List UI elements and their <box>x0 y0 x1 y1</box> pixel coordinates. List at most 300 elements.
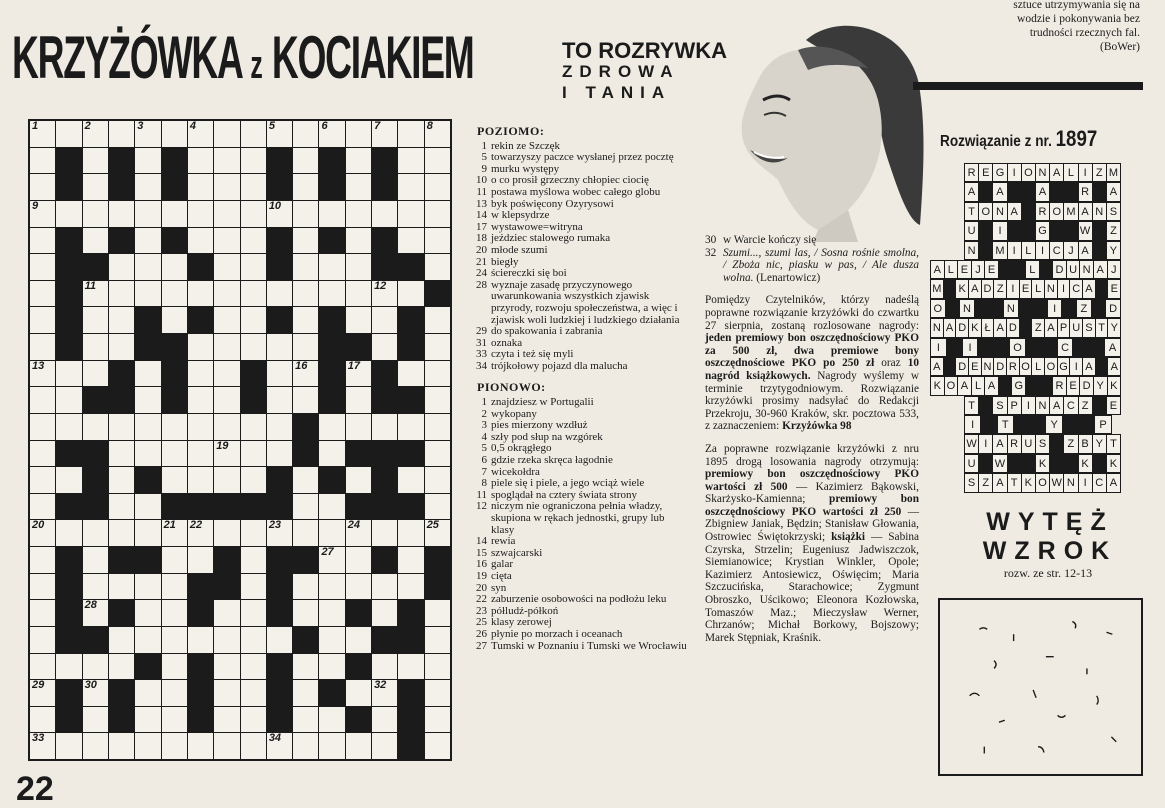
solution-row <box>931 377 1121 396</box>
grid-cell[interactable] <box>135 361 160 387</box>
grid-cell[interactable] <box>398 574 423 600</box>
grid-cell[interactable] <box>293 281 318 307</box>
grid-cell[interactable] <box>398 547 423 573</box>
grid-cell[interactable] <box>56 121 81 147</box>
grid-cell[interactable] <box>135 387 160 413</box>
grid-cell[interactable] <box>293 733 318 759</box>
grid-cell[interactable] <box>188 361 213 387</box>
solution-cell <box>1049 454 1064 473</box>
solution-row <box>931 339 1121 358</box>
grid-cell[interactable] <box>267 121 292 147</box>
grid-cell[interactable] <box>319 281 344 307</box>
grid-cell[interactable] <box>319 121 344 147</box>
grid-cell[interactable] <box>109 733 134 759</box>
grid-cell[interactable] <box>425 414 450 440</box>
grid-cell[interactable] <box>188 174 213 200</box>
grid-cell[interactable] <box>425 627 450 653</box>
grid-cell[interactable] <box>188 547 213 573</box>
solution-cell: C <box>1092 473 1107 492</box>
grid-cell[interactable] <box>162 307 187 333</box>
grid-cell[interactable] <box>30 361 55 387</box>
grid-cell[interactable] <box>30 174 55 200</box>
grid-cell[interactable] <box>293 707 318 733</box>
grid-cell[interactable] <box>162 707 187 733</box>
grid-cell[interactable] <box>398 654 423 680</box>
solution-cell <box>1029 415 1046 434</box>
grid-cell[interactable] <box>398 201 423 227</box>
grid-cell <box>214 547 239 573</box>
grid-cell[interactable] <box>109 201 134 227</box>
grid-cell[interactable] <box>241 441 266 467</box>
grid-cell[interactable] <box>372 520 397 546</box>
grid-cell[interactable] <box>109 334 134 360</box>
grid-cell[interactable] <box>241 334 266 360</box>
grid-cell[interactable] <box>293 174 318 200</box>
grid-cell[interactable] <box>83 281 108 307</box>
grid-cell[interactable] <box>319 627 344 653</box>
grid-cell[interactable] <box>214 121 239 147</box>
grid-cell[interactable] <box>135 494 160 520</box>
grid-cell[interactable] <box>241 281 266 307</box>
grid-cell[interactable] <box>346 254 371 280</box>
grid-cell[interactable] <box>372 733 397 759</box>
grid-cell[interactable] <box>293 387 318 413</box>
grid-cell[interactable] <box>293 520 318 546</box>
grid-cell[interactable] <box>135 228 160 254</box>
grid-cell[interactable] <box>188 627 213 653</box>
grid-cell[interactable] <box>30 574 55 600</box>
grid-cell[interactable] <box>83 334 108 360</box>
grid-cell[interactable] <box>425 254 450 280</box>
grid-cell[interactable] <box>241 733 266 759</box>
grid-cell[interactable] <box>83 574 108 600</box>
grid-cell[interactable] <box>425 174 450 200</box>
grid-cell[interactable] <box>30 467 55 493</box>
grid-cell[interactable] <box>372 334 397 360</box>
grid-cell[interactable] <box>30 148 55 174</box>
grid-cell[interactable] <box>214 201 239 227</box>
grid-cell[interactable] <box>319 254 344 280</box>
grid-cell[interactable] <box>188 281 213 307</box>
grid-cell[interactable] <box>398 121 423 147</box>
grid-cell[interactable] <box>83 707 108 733</box>
grid-cell[interactable] <box>293 600 318 626</box>
grid-cell[interactable] <box>214 228 239 254</box>
grid-cell[interactable] <box>425 441 450 467</box>
grid-cell[interactable] <box>30 494 55 520</box>
grid-cell[interactable] <box>372 707 397 733</box>
grid-cell[interactable] <box>109 654 134 680</box>
grid-cell[interactable] <box>56 361 81 387</box>
grid-cell[interactable] <box>83 654 108 680</box>
grid-cell[interactable] <box>83 201 108 227</box>
grid-cell[interactable] <box>30 600 55 626</box>
grid-cell[interactable] <box>83 600 108 626</box>
grid-cell[interactable] <box>372 654 397 680</box>
grid-cell[interactable] <box>135 600 160 626</box>
grid-cell[interactable] <box>293 334 318 360</box>
grid-cell[interactable] <box>398 467 423 493</box>
grid-cell[interactable] <box>135 201 160 227</box>
grid-cell[interactable] <box>267 334 292 360</box>
grid-cell[interactable] <box>267 387 292 413</box>
grid-cell[interactable] <box>162 654 187 680</box>
grid-cell[interactable] <box>372 414 397 440</box>
grid-cell[interactable] <box>56 467 81 493</box>
grid-cell[interactable] <box>83 121 108 147</box>
solution-cell: A <box>1104 338 1121 357</box>
grid-cell[interactable] <box>293 361 318 387</box>
grid-cell[interactable] <box>398 174 423 200</box>
grid-cell[interactable] <box>214 654 239 680</box>
clue-item <box>467 361 689 373</box>
grid-cell[interactable] <box>188 121 213 147</box>
grid-cell[interactable] <box>214 361 239 387</box>
grid-cell <box>214 574 239 600</box>
grid-cell[interactable] <box>135 414 160 440</box>
grid-cell[interactable] <box>30 228 55 254</box>
grid-cell[interactable] <box>398 228 423 254</box>
grid-cell[interactable] <box>162 441 187 467</box>
grid-cell[interactable] <box>425 520 450 546</box>
grid-cell[interactable] <box>162 680 187 706</box>
grid-cell[interactable] <box>293 228 318 254</box>
grid-cell[interactable] <box>135 441 160 467</box>
grid-cell[interactable] <box>425 334 450 360</box>
grid-cell[interactable] <box>346 281 371 307</box>
grid-cell[interactable] <box>30 254 55 280</box>
grid-cell[interactable] <box>162 201 187 227</box>
grid-cell[interactable] <box>162 574 187 600</box>
grid-cell[interactable] <box>214 441 239 467</box>
grid-cell <box>372 547 397 573</box>
grid-cell[interactable] <box>319 494 344 520</box>
grid-cell[interactable] <box>188 228 213 254</box>
grid-cell[interactable] <box>188 520 213 546</box>
grid-cell[interactable] <box>188 387 213 413</box>
grid-cell[interactable] <box>346 547 371 573</box>
grid-cell[interactable] <box>372 600 397 626</box>
grid-cell[interactable] <box>56 520 81 546</box>
grid-cell[interactable] <box>30 654 55 680</box>
grid-cell[interactable] <box>83 228 108 254</box>
grid-cell[interactable] <box>293 494 318 520</box>
grid-cell[interactable] <box>109 467 134 493</box>
grid-cell[interactable] <box>109 574 134 600</box>
grid-cell[interactable] <box>241 467 266 493</box>
grid-cell[interactable] <box>83 361 108 387</box>
grid-cell[interactable] <box>214 414 239 440</box>
solution-cell <box>1007 221 1022 240</box>
grid-cell[interactable] <box>293 201 318 227</box>
grid-cell[interactable] <box>83 547 108 573</box>
grid-cell[interactable] <box>56 733 81 759</box>
grid-cell[interactable] <box>83 733 108 759</box>
grid-cell[interactable] <box>372 201 397 227</box>
grid-cell[interactable] <box>241 574 266 600</box>
solution-cell <box>1025 338 1042 357</box>
grid-cell[interactable] <box>346 307 371 333</box>
grid-cell[interactable] <box>214 148 239 174</box>
grid-cell[interactable] <box>214 387 239 413</box>
grid-cell[interactable] <box>83 174 108 200</box>
grid-cell[interactable] <box>188 441 213 467</box>
grid-cell[interactable] <box>214 467 239 493</box>
grid-cell[interactable] <box>30 414 55 440</box>
grid-cell[interactable] <box>372 307 397 333</box>
grid-cell[interactable] <box>241 680 266 706</box>
grid-cell[interactable] <box>188 733 213 759</box>
grid-cell <box>83 494 108 520</box>
grid-cell[interactable] <box>162 600 187 626</box>
grid-cell[interactable] <box>109 121 134 147</box>
grid-cell[interactable] <box>319 600 344 626</box>
grid-cell[interactable] <box>425 494 450 520</box>
grid-cell[interactable] <box>30 627 55 653</box>
grid-cell[interactable] <box>319 733 344 759</box>
grid-cell[interactable] <box>425 201 450 227</box>
grid-cell[interactable] <box>214 627 239 653</box>
grid-cell[interactable] <box>135 520 160 546</box>
grid-cell[interactable] <box>346 574 371 600</box>
grid-cell[interactable] <box>83 414 108 440</box>
grid-cell[interactable] <box>109 441 134 467</box>
grid-cell[interactable] <box>425 707 450 733</box>
grid-cell[interactable] <box>425 387 450 413</box>
grid-cell[interactable] <box>109 494 134 520</box>
grid-cell[interactable] <box>241 627 266 653</box>
grid-cell[interactable] <box>398 520 423 546</box>
grid-cell[interactable] <box>398 281 423 307</box>
grid-cell[interactable] <box>267 733 292 759</box>
poem-quote: Szumi..., szumi las, / Sosna rośnie smolna, / Zboża nic, piasku w pas, / Ale dusza wolna. <box>723 246 919 284</box>
crossword-grid[interactable] <box>28 119 452 761</box>
grid-cell <box>109 228 134 254</box>
grid-cell[interactable] <box>83 307 108 333</box>
grid-cell[interactable] <box>30 441 55 467</box>
grid-cell[interactable] <box>135 707 160 733</box>
grid-cell[interactable] <box>83 680 108 706</box>
grid-cell[interactable] <box>30 707 55 733</box>
grid-cell[interactable] <box>109 281 134 307</box>
grid-cell[interactable] <box>241 307 266 333</box>
grid-cell[interactable] <box>135 680 160 706</box>
grid-cell[interactable] <box>214 733 239 759</box>
grid-cell[interactable] <box>30 733 55 759</box>
grid-cell[interactable] <box>162 547 187 573</box>
grid-cell[interactable] <box>267 441 292 467</box>
grid-cell[interactable] <box>241 174 266 200</box>
grid-cell[interactable] <box>109 254 134 280</box>
grid-cell[interactable] <box>188 467 213 493</box>
grid-cell <box>214 494 239 520</box>
grid-cell[interactable] <box>346 467 371 493</box>
grid-cell[interactable] <box>319 201 344 227</box>
grid-cell[interactable] <box>241 654 266 680</box>
grid-cell[interactable] <box>372 281 397 307</box>
grid-cell[interactable] <box>346 680 371 706</box>
grid-cell[interactable] <box>135 627 160 653</box>
grid-cell[interactable] <box>241 121 266 147</box>
grid-cell[interactable] <box>425 361 450 387</box>
grid-cell[interactable] <box>293 574 318 600</box>
grid-cell[interactable] <box>241 414 266 440</box>
grid-cell[interactable] <box>30 307 55 333</box>
grid-cell[interactable] <box>135 281 160 307</box>
grid-cell[interactable] <box>188 334 213 360</box>
grid-cell[interactable] <box>109 307 134 333</box>
grid-cell[interactable] <box>372 680 397 706</box>
grid-cell[interactable] <box>425 228 450 254</box>
grid-cell[interactable] <box>346 733 371 759</box>
grid-cell[interactable] <box>56 387 81 413</box>
grid-cell[interactable] <box>135 148 160 174</box>
grid-cell[interactable] <box>188 201 213 227</box>
grid-cell[interactable] <box>162 733 187 759</box>
grid-cell[interactable] <box>30 680 55 706</box>
grid-cell[interactable] <box>346 121 371 147</box>
grid-cell[interactable] <box>293 654 318 680</box>
grid-cell[interactable] <box>30 334 55 360</box>
grid-cell[interactable] <box>214 334 239 360</box>
grid-cell[interactable] <box>241 707 266 733</box>
grid-cell[interactable] <box>267 281 292 307</box>
grid-cell[interactable] <box>214 600 239 626</box>
grid-cell[interactable] <box>346 387 371 413</box>
grid-cell[interactable] <box>214 281 239 307</box>
grid-cell[interactable] <box>109 627 134 653</box>
grid-cell[interactable] <box>293 121 318 147</box>
grid-cell[interactable] <box>162 520 187 546</box>
grid-cell[interactable] <box>346 174 371 200</box>
grid-cell[interactable] <box>267 414 292 440</box>
grid-cell[interactable] <box>135 733 160 759</box>
grid-cell[interactable] <box>188 148 213 174</box>
grid-cell[interactable] <box>425 307 450 333</box>
grid-cell[interactable] <box>346 228 371 254</box>
grid-cell[interactable] <box>425 148 450 174</box>
grid-cell[interactable] <box>398 148 423 174</box>
grid-cell[interactable] <box>425 733 450 759</box>
grid-cell[interactable] <box>162 121 187 147</box>
solution-cell: E <box>968 357 982 376</box>
grid-cell[interactable] <box>372 574 397 600</box>
grid-cell[interactable] <box>30 201 55 227</box>
grid-cell[interactable] <box>241 547 266 573</box>
clue-text: do spakowania i zabrania <box>491 325 603 338</box>
grid-cell[interactable] <box>293 307 318 333</box>
grid-cell[interactable] <box>135 254 160 280</box>
grid-cell[interactable] <box>346 627 371 653</box>
grid-cell[interactable] <box>241 254 266 280</box>
grid-cell[interactable] <box>346 148 371 174</box>
grid-cell[interactable] <box>109 520 134 546</box>
grid-cell[interactable] <box>30 387 55 413</box>
grid-cell[interactable] <box>30 281 55 307</box>
grid-cell[interactable] <box>241 148 266 174</box>
grid-cell[interactable] <box>293 680 318 706</box>
grid-cell[interactable] <box>241 228 266 254</box>
grid-cell[interactable] <box>346 201 371 227</box>
grid-cell[interactable] <box>346 361 371 387</box>
grid-cell[interactable] <box>319 574 344 600</box>
grid-cell[interactable] <box>372 121 397 147</box>
solution-cell: D <box>981 279 995 298</box>
grid-cell[interactable] <box>319 654 344 680</box>
grid-cell[interactable] <box>425 654 450 680</box>
solution-cell <box>1088 338 1105 357</box>
grid-cell[interactable] <box>398 361 423 387</box>
grid-cell <box>241 387 266 413</box>
grid-cell[interactable] <box>83 520 108 546</box>
grid-cell[interactable] <box>425 680 450 706</box>
grid-cell[interactable] <box>214 254 239 280</box>
grid-cell[interactable] <box>319 520 344 546</box>
grid-cell[interactable] <box>56 201 81 227</box>
solution-cell: Z <box>1076 299 1092 318</box>
grid-cell[interactable] <box>346 414 371 440</box>
grid-cell[interactable] <box>241 520 266 546</box>
grid-cell[interactable] <box>319 414 344 440</box>
grid-cell[interactable] <box>30 121 55 147</box>
grid-cell[interactable] <box>214 307 239 333</box>
grid-cell[interactable] <box>162 627 187 653</box>
grid-cell[interactable] <box>135 574 160 600</box>
grid-cell[interactable] <box>425 467 450 493</box>
grid-cell[interactable] <box>267 361 292 387</box>
grid-cell[interactable] <box>267 520 292 546</box>
grid-cell[interactable] <box>346 520 371 546</box>
solution-cell <box>1032 299 1048 318</box>
grid-cell[interactable] <box>267 201 292 227</box>
grid-cell[interactable] <box>214 680 239 706</box>
grid-cell[interactable] <box>319 441 344 467</box>
grid-cell[interactable] <box>214 707 239 733</box>
grid-cell[interactable] <box>162 281 187 307</box>
grid-cell[interactable] <box>162 467 187 493</box>
solution-cell: I <box>1078 163 1093 182</box>
grid-cell[interactable] <box>56 414 81 440</box>
grid-cell[interactable] <box>241 201 266 227</box>
grid-cell[interactable] <box>425 600 450 626</box>
grid-cell[interactable] <box>30 547 55 573</box>
clue-number: 10 <box>476 174 487 187</box>
grid-cell[interactable] <box>319 707 344 733</box>
grid-cell[interactable] <box>293 467 318 493</box>
grid-cell[interactable] <box>214 174 239 200</box>
grid-cell[interactable] <box>162 414 187 440</box>
grid-cell[interactable] <box>398 414 423 440</box>
grid-cell[interactable] <box>214 520 239 546</box>
grid-cell[interactable] <box>241 600 266 626</box>
grid-cell[interactable] <box>293 254 318 280</box>
grid-cell <box>109 707 134 733</box>
grid-cell[interactable] <box>319 547 344 573</box>
grid-cell[interactable] <box>162 254 187 280</box>
grid-cell[interactable] <box>293 148 318 174</box>
grid-cell[interactable] <box>56 654 81 680</box>
grid-cell[interactable] <box>109 414 134 440</box>
grid-cell[interactable] <box>135 174 160 200</box>
grid-cell[interactable] <box>267 627 292 653</box>
solution-cell: Z <box>1106 221 1121 240</box>
grid-cell[interactable] <box>188 414 213 440</box>
grid-cell[interactable] <box>30 520 55 546</box>
grid-cell[interactable] <box>425 121 450 147</box>
grid-cell[interactable] <box>135 121 160 147</box>
grid-cell[interactable] <box>83 148 108 174</box>
clue-item <box>467 571 689 583</box>
